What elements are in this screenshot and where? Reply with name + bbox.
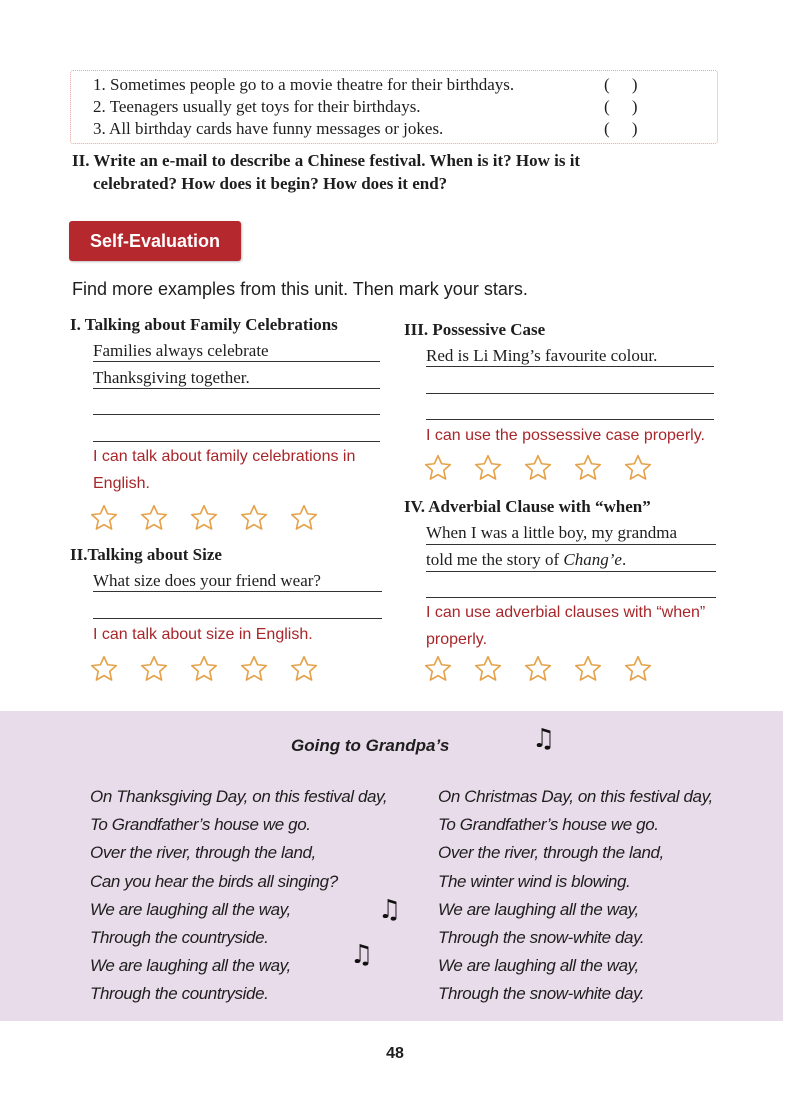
- star-outline-icon[interactable]: [289, 654, 339, 684]
- can-do-statement: [93, 443, 355, 497]
- star-outline-icon[interactable]: [423, 654, 473, 684]
- song-line: To Grandfather’s house we go.: [438, 815, 659, 835]
- answer-line[interactable]: [426, 419, 714, 420]
- answer-line[interactable]: [93, 618, 382, 619]
- answer-line[interactable]: [93, 361, 380, 362]
- tf-answer-blank-2[interactable]: ( ): [604, 97, 638, 116]
- answer-text-part: told me the story of: [426, 550, 564, 569]
- star-outline-icon[interactable]: [623, 654, 673, 684]
- song-line: Over the river, through the land,: [90, 843, 316, 863]
- song-line: To Grandfather’s house we go.: [90, 815, 311, 835]
- star-outline-icon[interactable]: [139, 503, 189, 533]
- answer-text: Families always celebrate: [93, 341, 269, 360]
- song-line: Through the snow-white day.: [438, 984, 645, 1004]
- can-do-statement: I can use the possessive case properly.: [426, 427, 705, 444]
- star-outline-icon[interactable]: [89, 654, 139, 684]
- section-title-possessive-case: III. Possessive Case: [404, 320, 546, 339]
- answer-text: [426, 550, 626, 570]
- star-rating-size: [89, 654, 339, 684]
- can-do-statement: [426, 599, 705, 653]
- song-line: The winter wind is blowing.: [438, 871, 631, 891]
- star-outline-icon[interactable]: [473, 453, 523, 483]
- section-title-family-celebrations: I. Talking about Family Celebrations: [70, 315, 338, 334]
- song-line: We are laughing all the way,: [90, 956, 291, 976]
- music-note-icon: ♫: [532, 724, 556, 754]
- answer-text: Thanksgiving together.: [93, 368, 250, 387]
- answer-text: When I was a little boy, my grandma: [426, 523, 677, 542]
- answer-text-italic: Chang’e: [563, 550, 622, 569]
- answer-line[interactable]: [426, 571, 716, 572]
- star-rating-adverbial-clause: [423, 654, 673, 684]
- can-do-statement: I can talk about size in English.: [93, 626, 313, 643]
- answer-text-part: .: [621, 550, 627, 569]
- song-line: We are laughing all the way,: [90, 899, 291, 919]
- star-outline-icon[interactable]: [189, 654, 239, 684]
- star-outline-icon[interactable]: [89, 503, 139, 533]
- star-rating-possessive-case: [423, 453, 673, 483]
- answer-line[interactable]: [93, 591, 382, 592]
- page-number: 48: [386, 1045, 404, 1062]
- tf-answer-blank-1[interactable]: ( ): [604, 75, 638, 94]
- song-line: Can you hear the birds all singing?: [90, 871, 338, 891]
- writing-task-line-2: celebrated? How does it begin? How does it end?: [93, 174, 448, 193]
- true-false-box: [70, 70, 718, 144]
- answer-line[interactable]: [93, 414, 380, 415]
- section-title-adverbial-clause: IV. Adverbial Clause with “when”: [404, 497, 651, 516]
- star-outline-icon[interactable]: [523, 453, 573, 483]
- answer-line[interactable]: [426, 597, 716, 598]
- song-line: Over the river, through the land,: [438, 843, 664, 863]
- star-outline-icon[interactable]: [473, 654, 523, 684]
- writing-task-line-1: II. Write an e-mail to describe a Chinese festival. When is it? How is it: [72, 151, 581, 170]
- song-line: Through the countryside.: [90, 984, 269, 1004]
- can-do-line: I can use adverbial clauses with “when”: [426, 604, 706, 621]
- star-outline-icon[interactable]: [239, 503, 289, 533]
- tf-question-3: 3. All birthday cards have funny messages or jokes.: [93, 119, 444, 138]
- answer-line[interactable]: [426, 366, 714, 367]
- answer-line[interactable]: [93, 388, 380, 389]
- star-outline-icon[interactable]: [573, 453, 623, 483]
- answer-line[interactable]: [93, 441, 380, 442]
- tf-question-1: 1. Sometimes people go to a movie theatre for their birthdays.: [93, 75, 515, 94]
- star-outline-icon[interactable]: [423, 453, 473, 483]
- song-title: Going to Grandpa’s: [291, 736, 450, 755]
- music-note-icon: ♫: [350, 940, 374, 970]
- song-line: On Christmas Day, on this festival day,: [438, 787, 713, 806]
- music-note-icon: ♫: [378, 895, 402, 925]
- star-outline-icon[interactable]: [623, 453, 673, 483]
- answer-line[interactable]: [426, 544, 716, 545]
- star-outline-icon[interactable]: [139, 654, 189, 684]
- self-evaluation-instruction: Find more examples from this unit. Then mark your stars.: [72, 279, 528, 299]
- answer-line[interactable]: [426, 393, 714, 394]
- song-line: We are laughing all the way,: [438, 956, 639, 976]
- section-title-size: II.Talking about Size: [70, 545, 222, 564]
- star-outline-icon[interactable]: [523, 654, 573, 684]
- song-line: Through the countryside.: [90, 928, 269, 948]
- answer-text: What size does your friend wear?: [93, 571, 321, 590]
- song-line: Through the snow-white day.: [438, 928, 645, 948]
- answer-text: Red is Li Ming’s favourite colour.: [426, 346, 658, 365]
- star-outline-icon[interactable]: [289, 503, 339, 533]
- writing-task: [72, 149, 712, 195]
- star-outline-icon[interactable]: [189, 503, 239, 533]
- song-verse-right: [438, 783, 713, 1009]
- can-do-line: properly.: [426, 631, 488, 648]
- star-rating-family-celebrations: [89, 503, 339, 533]
- song-line: We are laughing all the way,: [438, 899, 639, 919]
- can-do-line: I can talk about family celebrations in: [93, 448, 356, 465]
- song-line: On Thanksgiving Day, on this festival day,: [90, 787, 388, 806]
- song-verse-left: [90, 783, 387, 1009]
- tf-answer-blank-3[interactable]: ( ): [604, 119, 638, 138]
- tf-question-2: 2. Teenagers usually get toys for their birthdays.: [93, 97, 421, 116]
- self-evaluation-button[interactable]: Self-Evaluation: [69, 221, 241, 261]
- star-outline-icon[interactable]: [573, 654, 623, 684]
- can-do-line: English.: [93, 475, 150, 492]
- star-outline-icon[interactable]: [239, 654, 289, 684]
